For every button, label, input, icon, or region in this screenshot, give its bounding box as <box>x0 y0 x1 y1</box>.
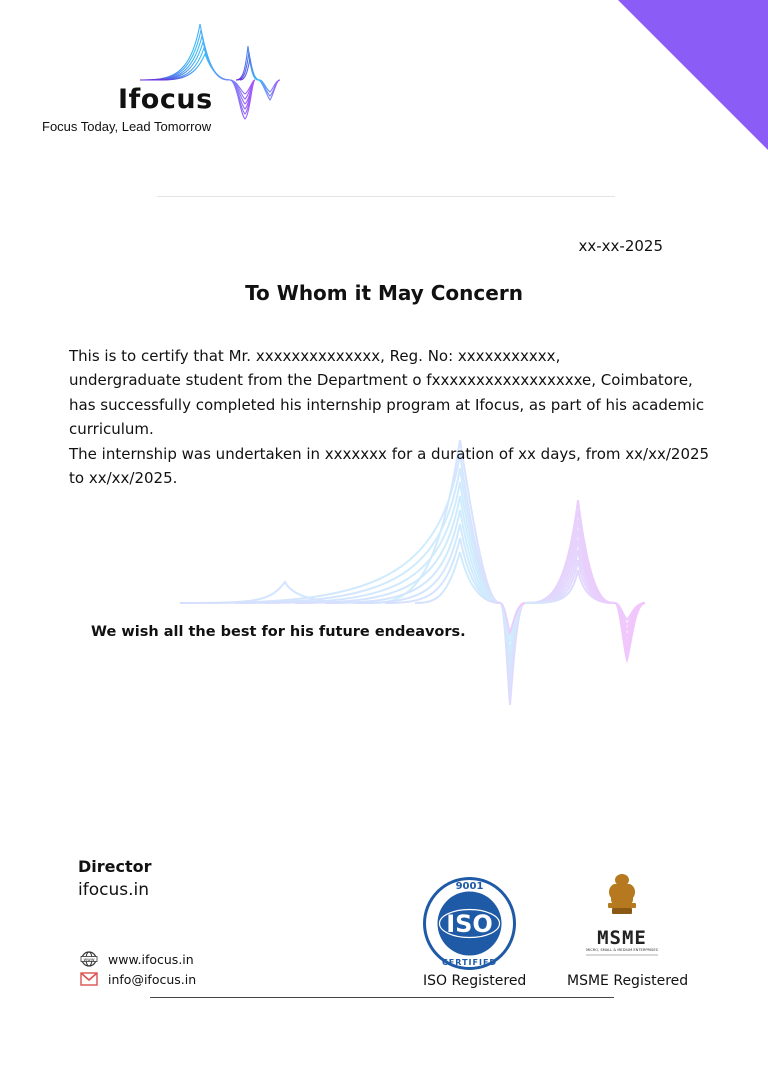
header-divider <box>157 196 615 197</box>
signatory-org: ifocus.in <box>78 880 149 900</box>
msme-subtitle: MICRO, SMALL & MEDIUM ENTERPRISES <box>586 948 658 952</box>
msme-logo <box>578 870 666 960</box>
letter-heading: To Whom it May Concern <box>245 281 523 305</box>
logo-brand-name: Ifocus <box>118 84 213 115</box>
emblem-icon <box>608 874 636 914</box>
iso-badge-number: 9001 <box>455 881 484 892</box>
contact-website-link[interactable]: www.ifocus.in <box>108 951 194 967</box>
body-line-student: undergraduate student from the Department o fxxxxxxxxxxxxxxxxxe, Coimbatore, has successfully completed his internship program at Ifocus, as part of his academic curriculum. <box>69 371 705 439</box>
contact-email-link[interactable]: info@ifocus.in <box>108 971 197 987</box>
closing-wish: We wish all the best for his future endeavors. <box>91 624 466 640</box>
contact-email-row <box>80 971 196 987</box>
iso-label: ISO Registered <box>423 973 527 989</box>
svg-text:www: www <box>83 957 95 963</box>
body-line-certify: This is to certify that Mr. xxxxxxxxxxxxxx, Reg. No: xxxxxxxxxxx, <box>69 347 561 365</box>
msme-label: MSME Registered <box>567 973 689 989</box>
corner-accent <box>608 0 768 150</box>
iso-certified-badge <box>422 876 517 971</box>
company-logo <box>40 14 320 144</box>
globe-icon <box>80 951 100 967</box>
letter-body <box>69 344 719 490</box>
msme-wordmark: MSME <box>597 927 647 949</box>
letter-date: xx-xx-2025 <box>578 237 663 255</box>
signatory-title: Director <box>78 857 152 876</box>
contact-website-row <box>80 951 194 967</box>
mail-icon <box>80 971 100 987</box>
body-line-duration: The internship was undertaken in xxxxxxx for a duration of xx days, from xx/xx/2025 to xx/xx/2025. <box>69 444 710 488</box>
logo-tagline: Focus Today, Lead Tomorrow <box>42 119 212 134</box>
iso-badge-center: ISO <box>446 910 493 938</box>
footer-divider <box>150 997 614 998</box>
iso-badge-certified: CERTIFIED <box>441 958 498 967</box>
